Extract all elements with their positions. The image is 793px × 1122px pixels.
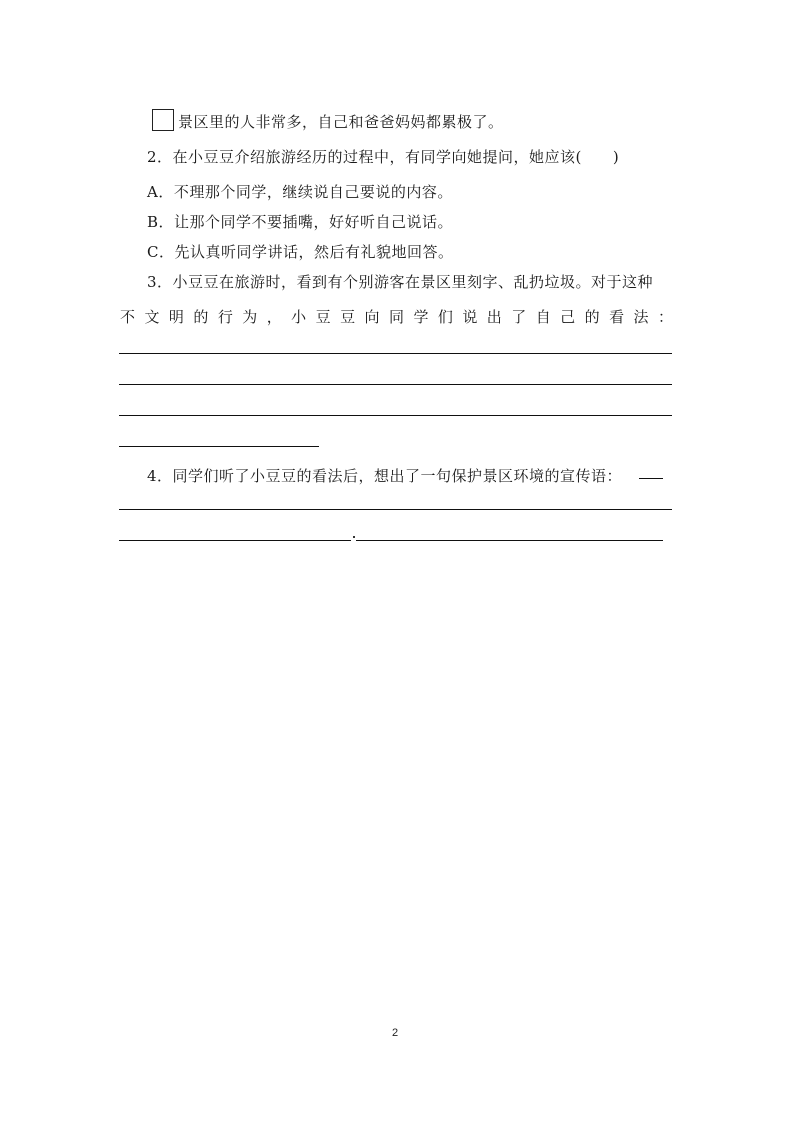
- char: 的: [584, 308, 600, 326]
- answer-line-q3-2[interactable]: [119, 384, 672, 385]
- answer-line-q3-1[interactable]: [119, 353, 672, 354]
- char: 向: [364, 308, 380, 326]
- period-mark: [353, 536, 355, 538]
- answer-line-q3-3[interactable]: [119, 415, 672, 416]
- question-2-stem: 2．在小豆豆介绍旅游经历的过程中，有同学向她提问，她应该( ): [147, 148, 620, 166]
- char: 明: [168, 308, 184, 326]
- char: 自: [535, 308, 551, 326]
- char: 不: [120, 308, 136, 326]
- option-text: 景区里的人非常多，自己和爸爸妈妈都累极了。: [178, 113, 504, 131]
- char: 为: [242, 308, 258, 326]
- char: ，: [266, 308, 282, 326]
- char: 文: [144, 308, 160, 326]
- question-3-stem: 3．小豆豆在旅游时，看到有个别游客在景区里刻字、乱扔垃圾。对于这种: [147, 273, 654, 291]
- question-2-option-c: C．先认真听同学讲话，然后有礼貌地回答。: [147, 243, 454, 261]
- char: 行: [217, 308, 233, 326]
- answer-line-q4-1[interactable]: [119, 509, 672, 510]
- question-2-option-b: B．让那个同学不要插嘴，好好听自己说话。: [147, 213, 454, 231]
- char: 法: [633, 308, 649, 326]
- answer-line-q3-4[interactable]: [119, 446, 319, 447]
- answer-line-q4-inline[interactable]: [639, 478, 663, 479]
- char: 出: [486, 308, 502, 326]
- char: 豆: [315, 308, 331, 326]
- question-3-stem-line2: [120, 307, 673, 327]
- question-4-stem: 4．同学们听了小豆豆的看法后，想出了一句保护景区环境的宣传语：: [147, 467, 623, 485]
- char: 看: [609, 308, 625, 326]
- char: 豆: [340, 308, 356, 326]
- char: 小: [291, 308, 307, 326]
- char: 己: [560, 308, 576, 326]
- answer-checkbox[interactable]: [152, 109, 174, 131]
- page-number: 2: [392, 1027, 399, 1039]
- char: ：: [657, 308, 673, 326]
- char: 的: [193, 308, 209, 326]
- char: 们: [437, 308, 453, 326]
- answer-line-q4-2a[interactable]: [119, 540, 351, 541]
- char: 学: [413, 308, 429, 326]
- answer-line-q4-2b[interactable]: [356, 540, 663, 541]
- char: 说: [462, 308, 478, 326]
- question-2-option-a: A．不理那个同学，继续说自己要说的内容。: [147, 183, 453, 201]
- char: 了: [511, 308, 527, 326]
- char: 同: [388, 308, 404, 326]
